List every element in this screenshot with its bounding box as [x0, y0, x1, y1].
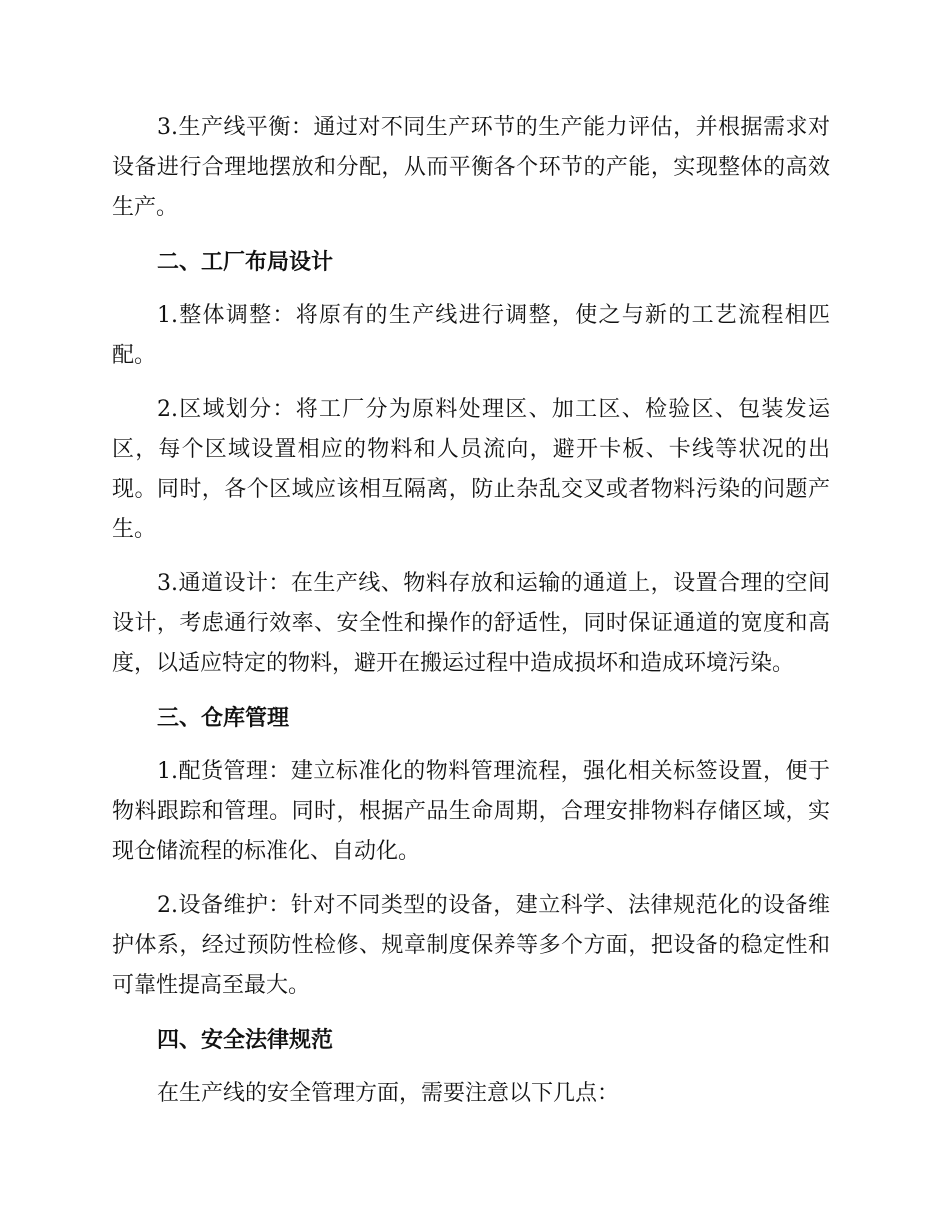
paragraph-distribution-management: 1.配货管理：建立标准化的物料管理流程，强化相关标签设置，便于物料跟踪和管理。同时，根据产品生命周期，合理安排物料存储区域，实现仓储流程的标准化、自动化。 [112, 759, 830, 864]
paragraph-passage-design: 3.通道设计：在生产线、物料存放和运输的通道上，设置合理的空间设计，考虑通行效率、安全性和操作的舒适性，同时保证通道的宽度和高度，以适应特定的物料，避开在搬运过程中造成损坏和造成环境污染。 [112, 571, 830, 676]
paragraph-area-division: 2.区域划分：将工厂分为原料处理区、加工区、检验区、包装发运区，每个区域设置相应的物料和人员流向，避开卡板、卡线等状况的出现。同时，各个区域应该相互隔离，防止杂乱交叉或者物料污染的问题产生。 [112, 397, 830, 542]
paragraph-overall-adjustment: 1.整体调整：将原有的生产线进行调整，使之与新的工艺流程相匹配。 [112, 303, 830, 368]
document-body [112, 108, 830, 1128]
section-heading-warehouse-management: 三、仓库管理 [157, 705, 290, 731]
section-heading-factory-layout: 二、工厂布局设计 [157, 249, 334, 275]
paragraph-safety-intro: 在生产线的安全管理方面，需要注意以下几点： [157, 1081, 620, 1106]
paragraph-equipment-maintenance: 2.设备维护：针对不同类型的设备，建立科学、法律规范化的设备维护体系，经过预防性检修、规章制度保养等多个方面，把设备的稳定性和可靠性提高至最大。 [112, 893, 830, 998]
paragraph-production-line-balance: 3.生产线平衡：通过对不同生产环节的生产能力评估，并根据需求对设备进行合理地摆放和分配，从而平衡各个环节的产能，实现整体的高效生产。 [112, 115, 830, 220]
section-heading-safety-regulations: 四、安全法律规范 [157, 1027, 334, 1053]
